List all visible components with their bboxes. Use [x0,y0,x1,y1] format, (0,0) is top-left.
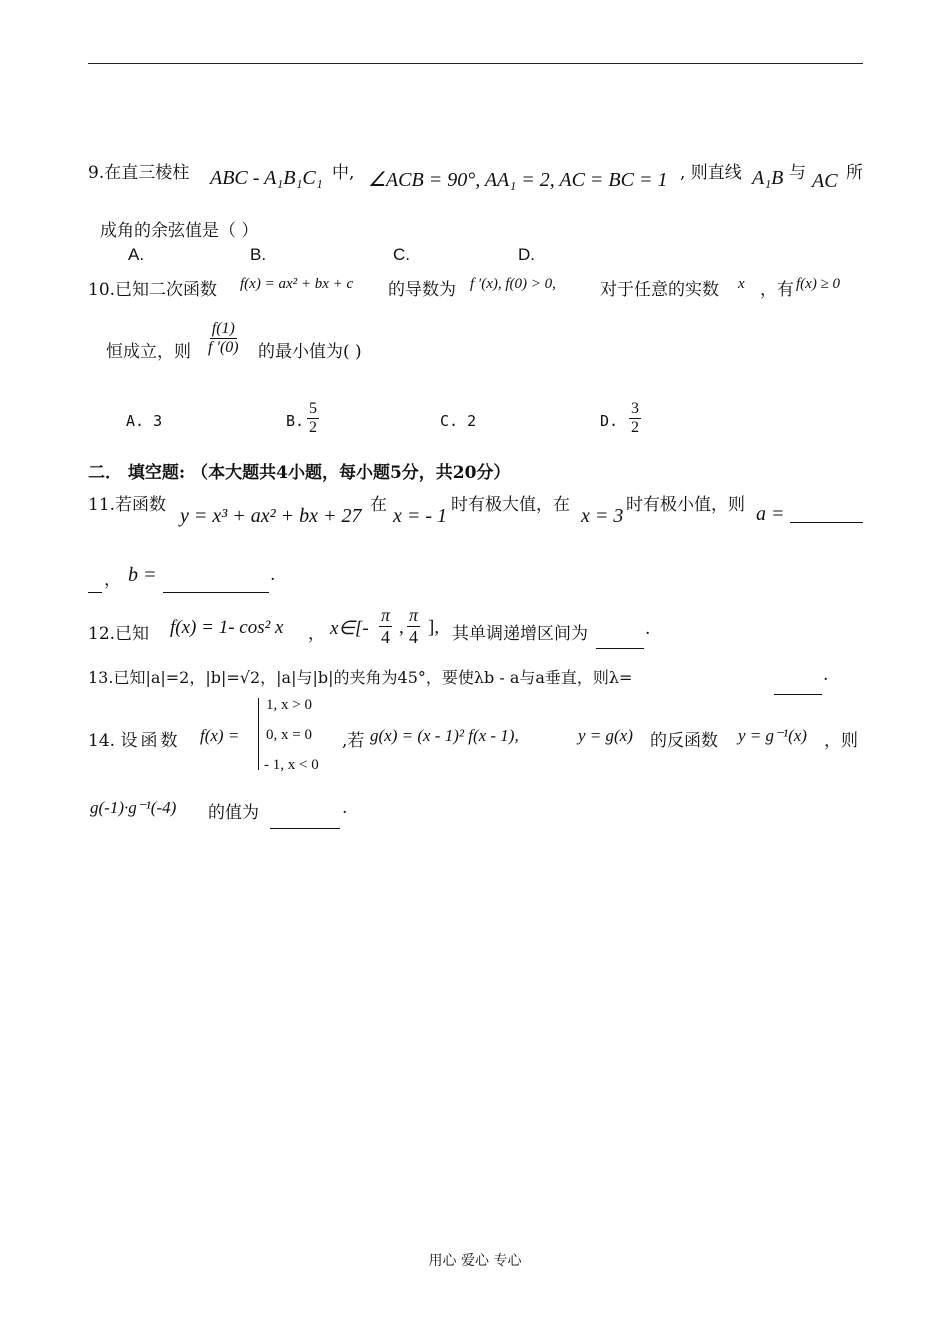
q10-text: 的导数为 [388,280,456,300]
q11-math-x2: x = 3 [581,505,624,527]
q9-option-b: B. [250,245,267,264]
q12-fraction-2 [407,605,420,647]
q14-math-y: y = g(x) [578,726,633,745]
fraction-denominator: 4 [409,626,419,647]
q11-math-x1: x = - 1 [393,505,448,527]
q9-text: 与 [789,163,806,183]
q10-option-d: D. [600,412,619,430]
q10-text: 对于任意的实数 [600,280,719,300]
q10-option-a: A. 3 [126,412,163,430]
q11-answer-blank-a-cont[interactable] [88,578,102,598]
q11-text: 时有极大值，在 [451,495,570,515]
q10-option-d-fraction [629,400,641,438]
question-11-line1 [88,490,166,515]
question-number: 11. [88,495,116,515]
fraction-numerator: π [381,605,391,625]
page-footer: 用心 爱心 专心 [428,1253,522,1269]
fraction-numerator: 5 [307,400,319,419]
q12-math-interval-open: x∈[- [330,618,369,639]
q10-option-b-fraction [307,400,319,438]
q9-text: 中, [332,163,355,183]
q14-text: ,若 [342,731,365,751]
q9-option-d: D. [518,245,535,264]
q10-option-b: B. [286,412,305,430]
q12-math-interval-close: ], [428,617,440,638]
q10-fraction [206,320,241,358]
q14-case-3: - 1, x < 0 [264,757,319,773]
question-number: 13. [88,668,114,687]
q10-text: 恒成立，则 [106,342,191,362]
q9-math-line: A₁B [752,167,784,189]
question-number: 14. [88,731,116,751]
question-10-line1 [88,275,217,300]
fraction-denominator: 2 [309,419,317,437]
q14-case-1: 1, x > 0 [266,697,312,713]
q14-text: ，则 [824,731,858,751]
fraction-denominator: f ′(0) [208,339,239,357]
fraction-denominator: 4 [381,626,391,647]
q10-math-x: x [738,276,745,292]
header-rule [88,63,863,64]
q10-math-function: f(x) = ax² + bx + c [240,276,354,292]
q10-math-derivative: f ′(x), f(0) > 0, [470,276,556,292]
q11-answer-blank-b[interactable] [163,578,269,598]
text: 已知二次函数 [115,280,218,300]
text: 已知|a|=2，|b|=√2，|a|与|b|的夹角为45°，要使λb - a与a垂直，则λ= [113,668,633,687]
q14-answer-blank[interactable] [270,814,340,834]
q14-text: 的值为 [208,803,259,823]
q10-math-inequality: f(x) ≥ 0 [796,276,841,292]
q14-math-expression: g(-1)·g⁻¹(-4) [90,798,177,817]
q12-text: 其单调递增区间为 [452,624,588,644]
q14-text: . [342,798,348,818]
fraction-denominator: 2 [631,419,639,437]
fraction-numerator: π [409,605,419,625]
section-heading: 二． 填空题: （本大题共4小题，每小题5分，共20分） [88,463,511,483]
question-9-line1 [88,158,189,183]
q9-math-prism: ABC - A₁B₁C₁ [210,167,323,189]
fraction-numerator: f(1) [210,320,237,339]
q14-math-inverse: y = g⁻¹(x) [738,726,807,745]
q14-math-g: g(x) = (x - 1)² f(x - 1), [370,726,519,745]
question-number: 10. [88,280,116,300]
q14-case-2: 0, x = 0 [266,727,312,743]
q11-answer-blank-a[interactable] [790,508,863,528]
text: 已知 [115,624,150,644]
text: 若函数 [115,495,167,515]
q12-text: ， [308,624,325,644]
q11-text: 时有极小值，则 [626,495,745,515]
q11-math-b: b = [128,564,157,586]
q13-text: . [823,665,829,685]
question-number: 9. [88,163,105,183]
q9-text: , 则直线 [680,163,742,183]
q12-comma: , [399,617,404,638]
fraction-numerator: 3 [629,400,641,419]
question-number: 12. [88,624,116,644]
q12-math-function: f(x) = 1- cos² x [170,617,284,638]
q11-text: . [270,565,276,585]
q12-fraction-1 [379,605,392,647]
q11-math-function: y = x³ + ax² + bx + 27 [180,505,362,527]
q13-answer-blank[interactable] [774,680,822,700]
q14-math-function: f(x) = [200,726,240,745]
question-12 [88,619,149,644]
q9-math-ac: AC [812,170,838,192]
q10-text: 的最小值为( ) [258,342,362,362]
q14-text: 的反函数 [650,731,718,751]
q11-math-a: a = [756,503,785,525]
q11-text: 在 [370,495,387,515]
text: 在直三棱柱 [104,163,190,183]
q10-text: ，有 [760,280,794,300]
question-13 [88,665,632,688]
text: 设函数 [120,731,181,751]
q9-option-c: C. [393,245,410,264]
q9-math-conditions: ∠ACB = 90°, AA₁ = 2, AC = BC = 1 [368,169,668,191]
q10-option-c: C. 2 [440,412,477,430]
question-9-line2: 成角的余弦值是（ ） [100,221,259,241]
q9-text: 所 [846,163,863,183]
question-14 [88,726,180,751]
q12-text: . [645,619,651,639]
q9-option-a: A. [128,245,145,264]
q12-answer-blank[interactable] [596,634,644,654]
q11-text: ， [104,570,121,590]
